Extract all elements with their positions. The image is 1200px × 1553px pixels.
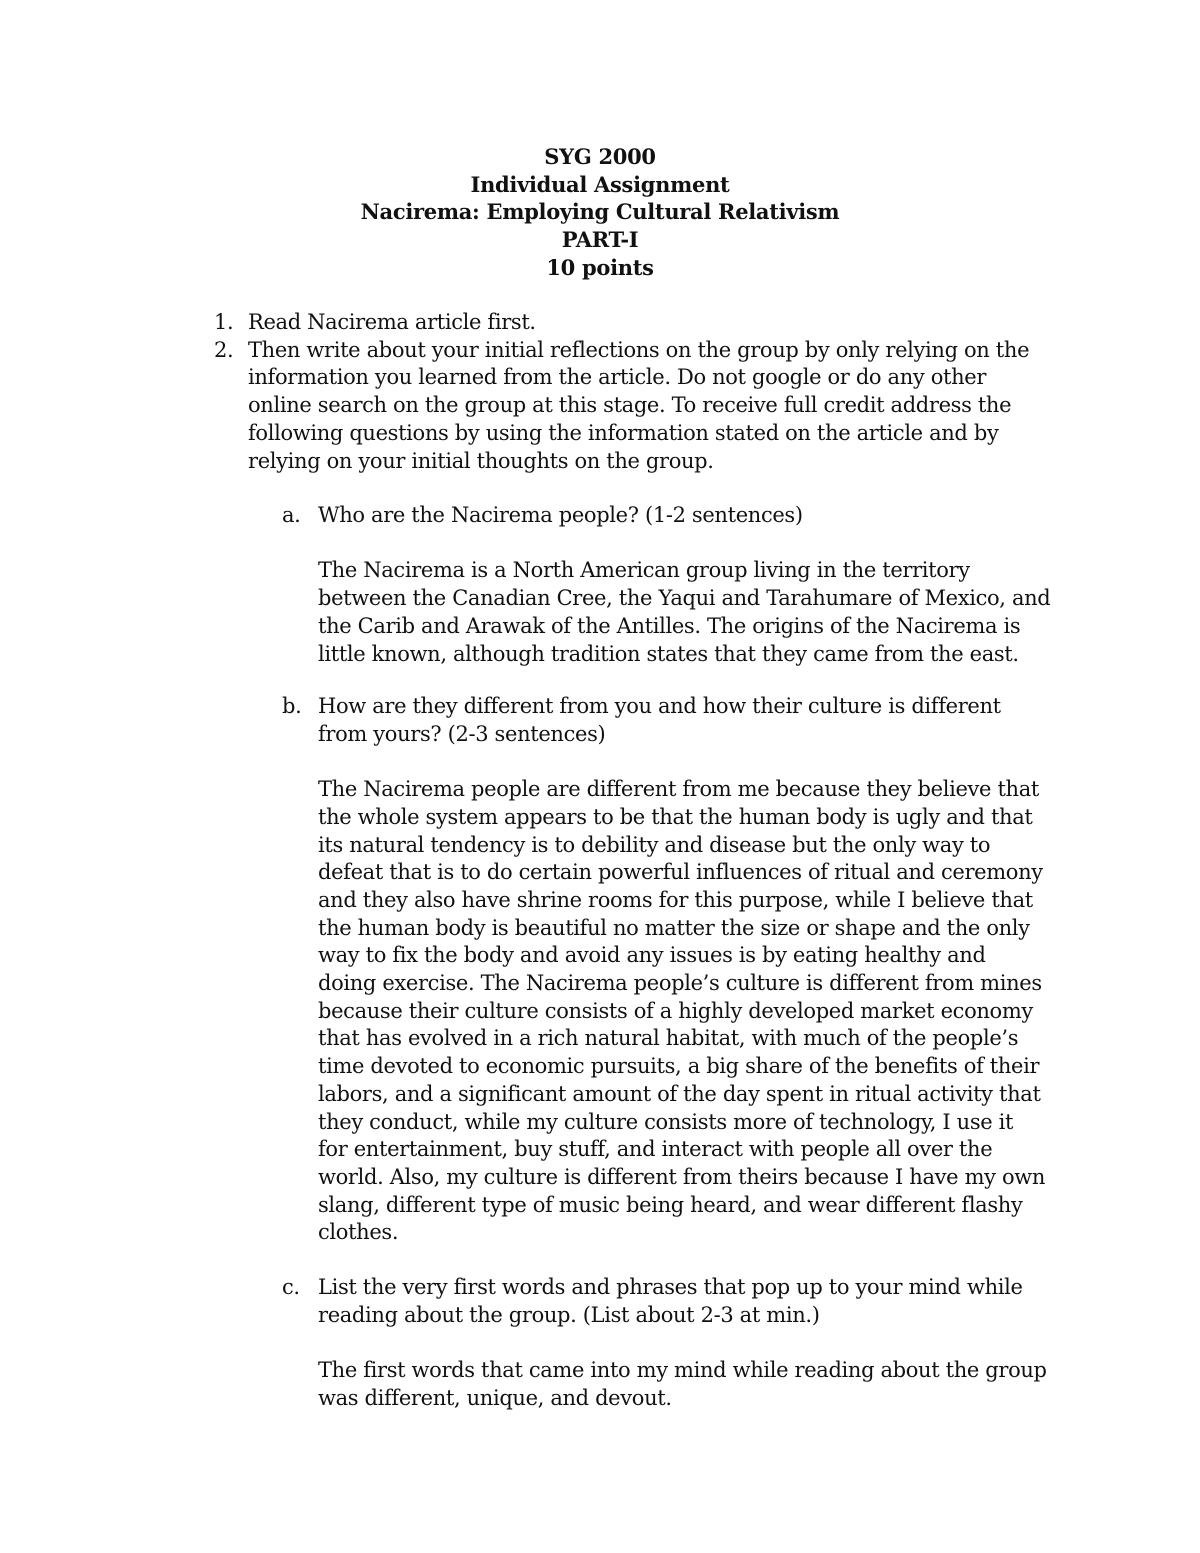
question-prompt [282, 693, 1052, 748]
course-code: SYG 2000 [544, 144, 656, 169]
question-text: from yours? (2-3 sentences) [318, 721, 606, 746]
answer-text: doing exercise. The Nacirema people’s culture is different from mines [318, 971, 1042, 996]
answer-text: that has evolved in a rich natural habitat, with much of the people’s [318, 1026, 1019, 1051]
answer-block [282, 776, 1052, 1247]
list-letter: a. [282, 503, 301, 527]
question-text: How are they different from you and how their culture is different [318, 694, 1001, 718]
question-b [282, 693, 1052, 1247]
question-prompt [282, 502, 1052, 530]
question-c [282, 1274, 1052, 1413]
instruction-item [214, 337, 1044, 476]
question-text: Who are the Nacirema people? (1-2 sentences) [318, 503, 803, 527]
instruction-text: relying on your initial thoughts on the group. [248, 448, 714, 473]
answer-text: defeat that is to do certain powerful influences of ritual and ceremony [318, 860, 1043, 885]
list-number: 2. [214, 337, 234, 362]
assignment-title: Nacirema: Employing Cultural Relativism [360, 199, 840, 225]
question-a [282, 502, 1052, 668]
assignment-type: Individual Assignment [470, 171, 730, 197]
instruction-text: following questions by using the information stated on the article and by [248, 420, 999, 445]
instructions-list [214, 309, 1044, 475]
answer-text: world. Also, my culture is different from theirs because I have my own [318, 1164, 1046, 1189]
answer-text: the human body is beautiful no matter the size or shape and the only [318, 915, 1030, 940]
answer-text: was different, unique, and devout. [318, 1385, 672, 1410]
assignment-part: PART-I [561, 227, 639, 253]
question-prompt [282, 1274, 1052, 1329]
answer-text: time devoted to economic pursuits, a big share of the benefits of their [318, 1054, 1040, 1079]
assignment-points: 10 points [546, 254, 654, 280]
answer-text: little known, although tradition states that they came from the east. [318, 641, 1019, 666]
answer-text: The first words that came into my mind while reading about the group [318, 1358, 1047, 1383]
answer-text: labors, and a significant amount of the day spent in ritual activity that [318, 1081, 1041, 1106]
answer-text: The Nacirema is a North American group living in the territory [318, 558, 970, 583]
list-number: 1. [214, 310, 234, 334]
answer-text: and they also have shrine rooms for this purpose, while I believe that [318, 887, 1033, 912]
answer-text: for entertainment, buy stuff, and interact with people all over the [318, 1137, 993, 1162]
answer-text: the Carib and Arawak of the Antilles. The origins of the Nacirema is [318, 613, 1021, 638]
question-text: reading about the group. (List about 2-3 at min.) [318, 1302, 820, 1327]
document-header [0, 143, 1200, 282]
instruction-text: information you learned from the article. Do not google or do any other [248, 365, 987, 390]
answer-text: slang, different type of music being heard, and wear different flashy [318, 1192, 1023, 1217]
answer-text: because their culture consists of a highly developed market economy [318, 998, 1033, 1023]
instruction-text: Then write about your initial reflections on the group by only relying on the [248, 337, 1030, 362]
question-text: List the very first words and phrases that pop up to your mind while [318, 1275, 1023, 1299]
answer-text: The Nacirema people are different from me because they believe that [318, 777, 1039, 802]
answer-text: its natural tendency is to debility and disease but the only way to [318, 832, 991, 857]
answer-block [282, 557, 1052, 668]
answer-text: way to fix the body and avoid any issues is by eating healthy and [318, 943, 986, 968]
answer-text: they conduct, while my culture consists more of technology, I use it [318, 1109, 1014, 1134]
answer-text: the whole system appears to be that the human body is ugly and that [318, 804, 1033, 829]
list-letter: b. [282, 694, 302, 718]
instruction-item [214, 309, 1044, 337]
list-letter: c. [282, 1275, 300, 1299]
answer-text: clothes. [318, 1220, 399, 1245]
answer-block [282, 1357, 1052, 1412]
answer-text: between the Canadian Cree, the Yaqui and Tarahumare of Mexico, and [318, 586, 1051, 611]
instruction-text: online search on the group at this stage. To receive full credit address the [248, 393, 1012, 418]
instruction-text: Read Nacirema article first. [248, 310, 536, 334]
